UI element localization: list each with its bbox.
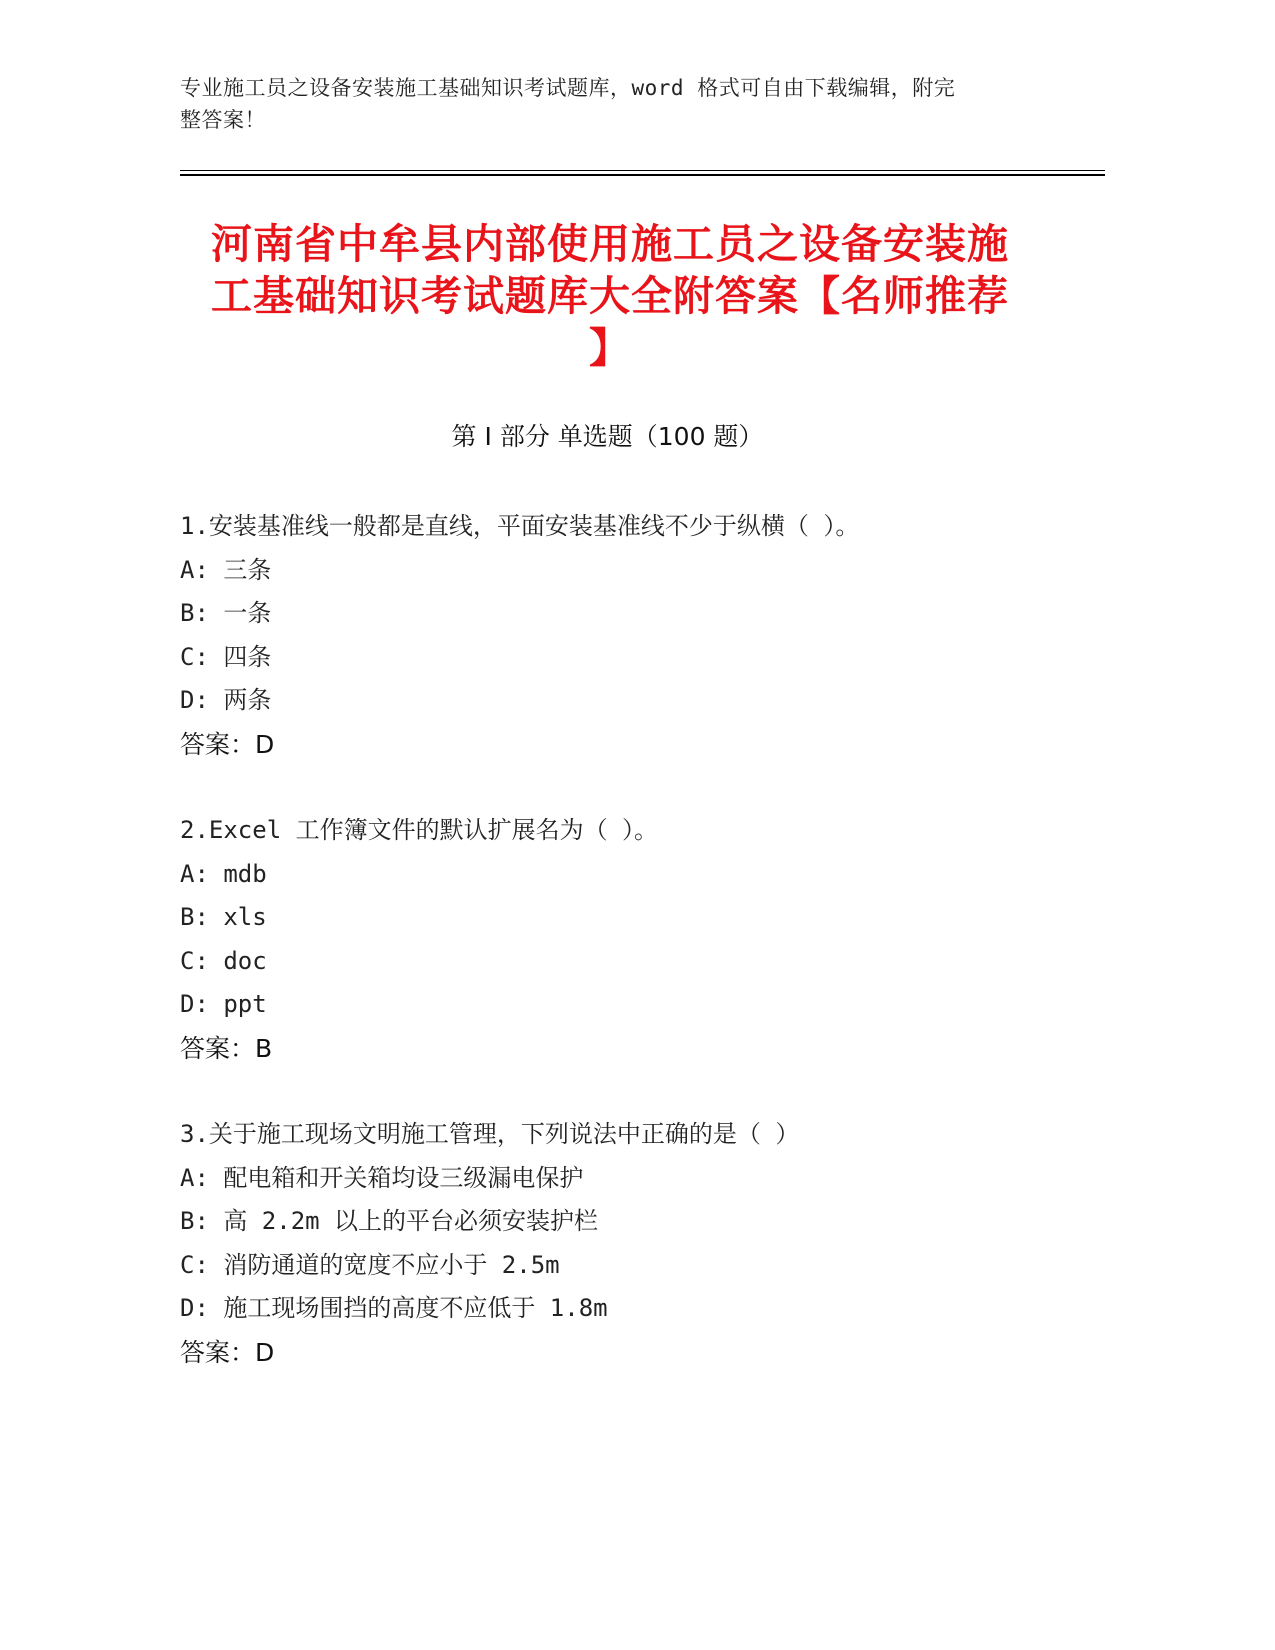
header-divider-thin bbox=[180, 170, 1105, 171]
title-line-3: 】 bbox=[589, 324, 631, 372]
option-d: D: 施工现场围挡的高度不应低于 1.8m bbox=[180, 1294, 608, 1322]
answer-line: 答案：D bbox=[180, 1337, 275, 1367]
answer-line: 答案：D bbox=[180, 729, 275, 759]
option-a: A: 三条 bbox=[180, 555, 272, 584]
question-item bbox=[180, 809, 1080, 1070]
option-d: D: 两条 bbox=[180, 686, 272, 714]
option-a: A: mdb bbox=[180, 859, 267, 888]
header-divider-thick bbox=[180, 174, 1105, 176]
option-b: B: 高 2.2m 以上的平台必须安装护栏 bbox=[180, 1207, 599, 1235]
option-c: C: 四条 bbox=[180, 642, 272, 671]
section-heading: 第 I 部分 单选题（100 题） bbox=[451, 422, 764, 451]
option-d: D: ppt bbox=[180, 990, 267, 1018]
option-a: A: 配电箱和开关箱均设三级漏电保护 bbox=[180, 1163, 584, 1192]
question-text: 3.关于施工现场文明施工管理，下列说法中正确的是（ ） bbox=[180, 1120, 800, 1148]
option-c: C: doc bbox=[180, 946, 267, 975]
header-note-line-2: 整答案！ bbox=[180, 108, 266, 132]
option-c: C: 消防通道的宽度不应小于 2.5m bbox=[180, 1250, 560, 1279]
option-b: B: 一条 bbox=[180, 599, 272, 627]
question-list bbox=[180, 505, 1080, 1417]
question-item bbox=[180, 505, 1080, 766]
answer-line: 答案：B bbox=[180, 1033, 273, 1063]
question-text: 1.安装基准线一般都是直线，平面安装基准线不少于纵横（ ）。 bbox=[180, 512, 860, 540]
title-line-2: 工基础知识考试题库大全附答案【名师推荐 bbox=[211, 272, 1009, 320]
header-note bbox=[180, 72, 1040, 136]
header-note-line-1: 专业施工员之设备安装施工基础知识考试题库，word 格式可自由下载编辑，附完 bbox=[180, 76, 956, 100]
document-title bbox=[170, 218, 1050, 374]
option-b: B: xls bbox=[180, 903, 267, 931]
question-text: 2.Excel 工作簿文件的默认扩展名为（ ）。 bbox=[180, 816, 659, 844]
title-line-1: 河南省中牟县内部使用施工员之设备安装施 bbox=[211, 220, 1009, 268]
question-item bbox=[180, 1113, 1080, 1374]
